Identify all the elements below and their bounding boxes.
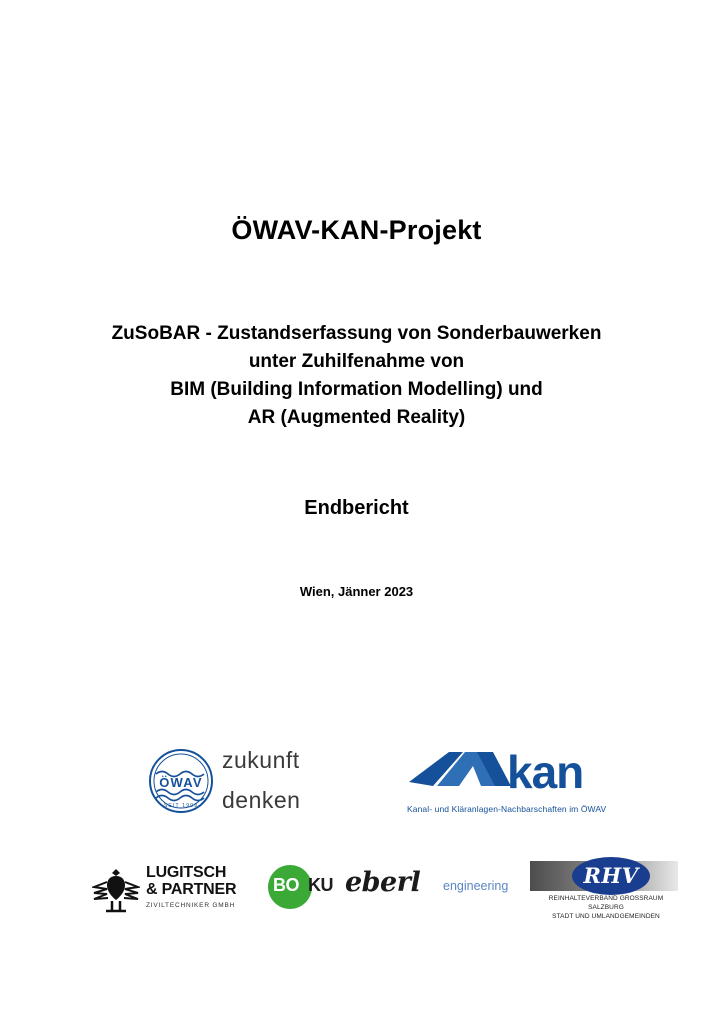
eberl-suffix: engineering	[443, 879, 509, 893]
rhv-subtitle	[530, 895, 682, 921]
subtitle-block	[0, 320, 713, 432]
oewav-slogan	[222, 748, 322, 814]
rhv-wordmark: RHV	[583, 863, 639, 888]
kan-logo	[403, 742, 643, 824]
austrian-eagle-icon	[92, 865, 140, 915]
title-block	[0, 214, 713, 246]
svg-text:SEIT 1909: SEIT 1909	[163, 803, 199, 809]
page-title: ÖWAV-KAN-Projekt	[231, 215, 482, 245]
place-and-date: Wien, Jänner 2023	[299, 584, 414, 599]
svg-text:ÖWAV: ÖWAV	[159, 775, 203, 790]
subtitle-line-1: ZuSoBAR - Zustandserfassung von Sonderbauwerken	[111, 323, 602, 344]
oewav-slogan-line1: zukunft	[222, 747, 300, 773]
subtitle-line-4: AR (Augmented Reality)	[247, 407, 466, 429]
rhv-logo	[530, 857, 690, 919]
lugitsch-line2: & PARTNER	[146, 880, 237, 898]
eberl-wordmark: eberl	[345, 867, 421, 898]
kan-wordmark-icon	[403, 742, 643, 804]
boku-part2: KU	[308, 875, 333, 895]
oewav-logo	[148, 744, 323, 822]
logo-row-primary	[0, 738, 713, 828]
rhv-subtitle-line1: REINHALTEVERBAND GROSSRAUM SALZBURG	[548, 895, 664, 911]
boku-part1: BO	[273, 875, 299, 895]
lugitsch-partner-logo	[92, 863, 252, 919]
kan-subtitle: Kanal- und Kläranlagen-Nachbarschaften im ÖWAV	[407, 804, 607, 814]
rhv-subtitle-line2: STADT UND UMLANDGEMEINDEN	[552, 912, 660, 920]
eberl-engineering-logo	[345, 867, 525, 907]
report-type: Endbericht	[304, 497, 409, 519]
lugitsch-wordmark	[146, 865, 256, 909]
lugitsch-line1: LUGITSCH	[146, 864, 227, 881]
logo-row-partners	[0, 855, 713, 930]
oewav-slogan-line2: denken	[222, 786, 301, 813]
svg-text:kan: kan	[507, 746, 584, 798]
boku-logo	[268, 865, 336, 909]
subtitle-line-2: unter Zuhilfenahme von	[248, 351, 465, 373]
oewav-seal-icon	[148, 748, 214, 814]
subtitle-line-3: BIM (Building Information Modelling) und	[170, 379, 543, 401]
lugitsch-line3: ZIVILTECHNIKER GMBH	[146, 901, 236, 909]
